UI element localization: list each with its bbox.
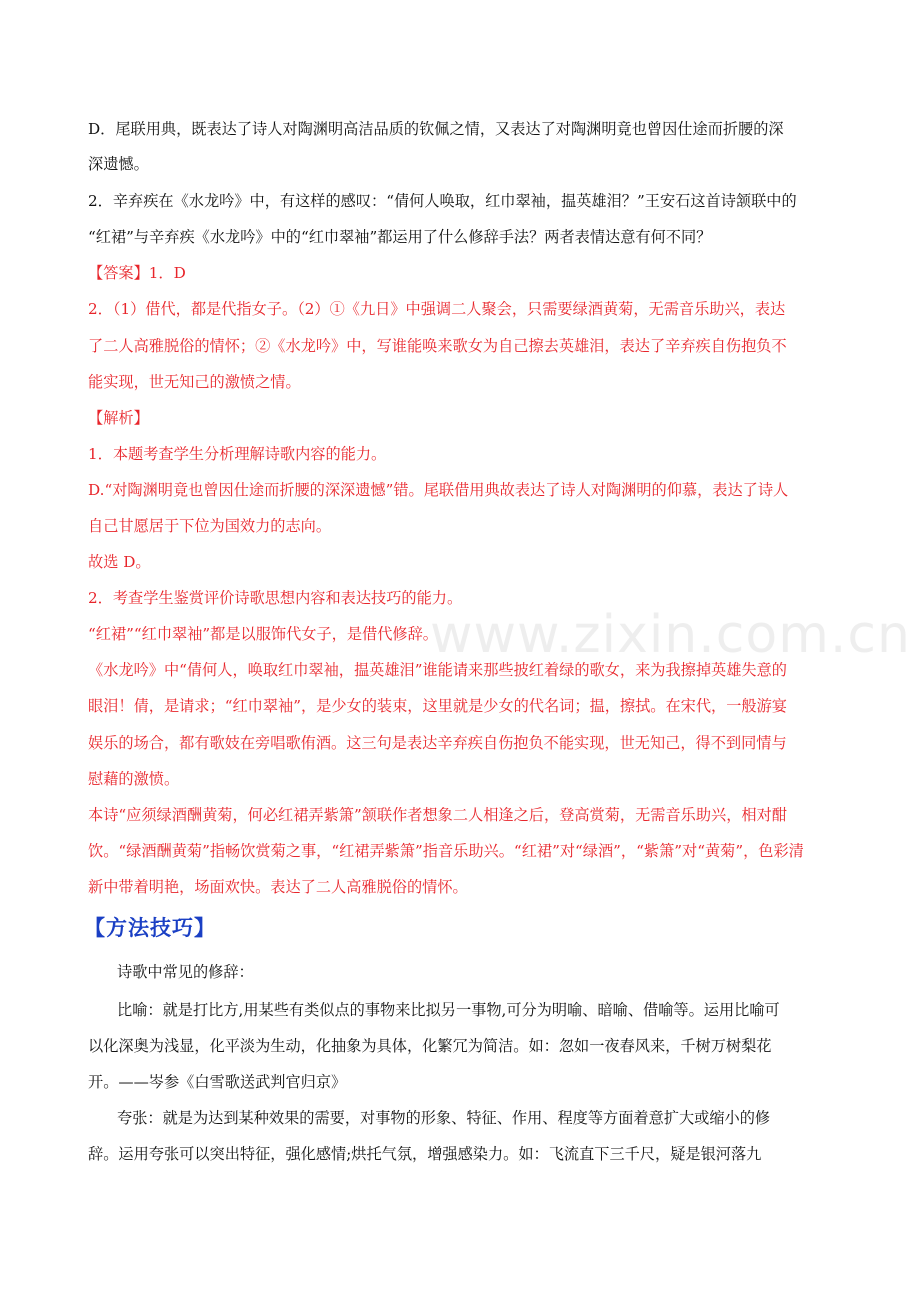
analysis-label: 【解析】 <box>88 409 149 427</box>
option-d-line-2: 深遗憾。 <box>88 155 149 173</box>
analysis-2-line-1: 2．考查学生鉴赏评价诗歌思想内容和表达技巧的能力。 <box>88 589 463 607</box>
analysis-2-line-6: 慰藉的激愤。 <box>88 770 180 788</box>
method-intro: 诗歌中常见的修辞： <box>117 963 254 981</box>
answer-2-line-3: 能实现，世无知己的激愤之情。 <box>88 373 301 391</box>
question-2-line-2: “红裙”与辛弃疾《水龙吟》中的“红巾翠袖”都运用了什么修辞手法？两者表情达意有何不同？ <box>88 228 712 246</box>
analysis-2-line-8: 饮。“绿酒酬黄菊”指畅饮赏菊之事，“红裙弄紫箫”指音乐助兴。“红裙”对“绿酒”，“紫箫”对“黄菊”，色彩清 <box>88 842 804 860</box>
analysis-2-line-9: 新中带着明艳，场面欢快。表达了二人高雅脱俗的情怀。 <box>88 878 468 896</box>
analysis-1-conclusion: 故选 D。 <box>88 553 151 571</box>
analysis-2-line-4: 眼泪！倩，是请求；“红巾翠袖”，是少女的装束，这里就是少女的代名词；揾，擦拭。在宋代，一般游宴 <box>88 697 787 715</box>
option-d-line-1: D．尾联用典，既表达了诗人对陶渊明高洁品质的钦佩之情，又表达了对陶渊明竟也曾因仕途而折腰的深 <box>88 120 784 138</box>
analysis-2-line-5: 娱乐的场合，都有歌妓在旁唱歌侑酒。这三句是表达辛弃疾自伤抱负不能实现，世无知己，得不到同情与 <box>88 734 787 752</box>
hyperbole-line-2: 辞。运用夸张可以突出特征，强化感情;烘托气氛，增强感染力。如：飞流直下三千尺，疑是银河落九 <box>88 1145 762 1163</box>
answer-2-line-2: 了二人高雅脱俗的情怀；②《水龙吟》中，写谁能唤来歌女为自己擦去英雄泪，表达了辛弃疾自伤抱负不 <box>88 337 787 355</box>
analysis-2-line-7: 本诗“应须绿酒酬黄菊，何必红裙弄紫箫”颔联作者想象二人相逢之后，登高赏菊，无需音乐助兴，相对酣 <box>88 806 787 824</box>
analysis-1-line-3: 自己甘愿居于下位为国效力的志向。 <box>88 517 331 535</box>
answer-label: 【答案】1．D <box>88 264 186 282</box>
question-2-line-1: 2．辛弃疾在《水龙吟》中，有这样的感叹：“倩何人唤取，红巾翠袖，揾英雄泪？”王安石这首诗颔联中的 <box>88 192 797 210</box>
analysis-2-line-2: “红裙”“红巾翠袖”都是以服饰代女子，是借代修辞。 <box>88 625 438 643</box>
answer-2-line-1: 2．（1）借代，都是代指女子。（2）①《九日》中强调二人聚会，只需要绿酒黄菊，无需音乐助兴，表达 <box>88 300 786 318</box>
hyperbole-line-1: 夸张：就是为达到某种效果的需要，对事物的形象、特征、作用、程度等方面着意扩大或缩小的修 <box>117 1109 771 1127</box>
metaphor-line-2: 以化深奥为浅显，化平淡为生动，化抽象为具体，化繁冗为简洁。如：忽如一夜春风来，千树万树梨花 <box>88 1037 772 1055</box>
analysis-1-line-1: 1．本题考查学生分析理解诗歌内容的能力。 <box>88 445 387 463</box>
metaphor-line-1: 比喻：就是打比方,用某些有类似点的事物来比拟另一事物,可分为明喻、暗喻、借喻等。运用比喻可 <box>117 1001 780 1019</box>
analysis-1-line-2: D.“对陶渊明竟也曾因仕途而折腰的深深遗憾”错。尾联借用典故表达了诗人对陶渊明的仰慕，表达了诗人 <box>88 481 789 499</box>
analysis-2-line-3: 《水龙吟》中“倩何人，唤取红巾翠袖，揾英雄泪”谁能请来那些披红着绿的歌女，来为我擦掉英雄失意的 <box>88 661 787 679</box>
watermark: www.zixin.com.cn <box>430 605 911 665</box>
method-heading: 【方法技巧】 <box>84 916 216 940</box>
metaphor-line-3: 开。——岑参《白雪歌送武判官归京》 <box>88 1073 347 1091</box>
